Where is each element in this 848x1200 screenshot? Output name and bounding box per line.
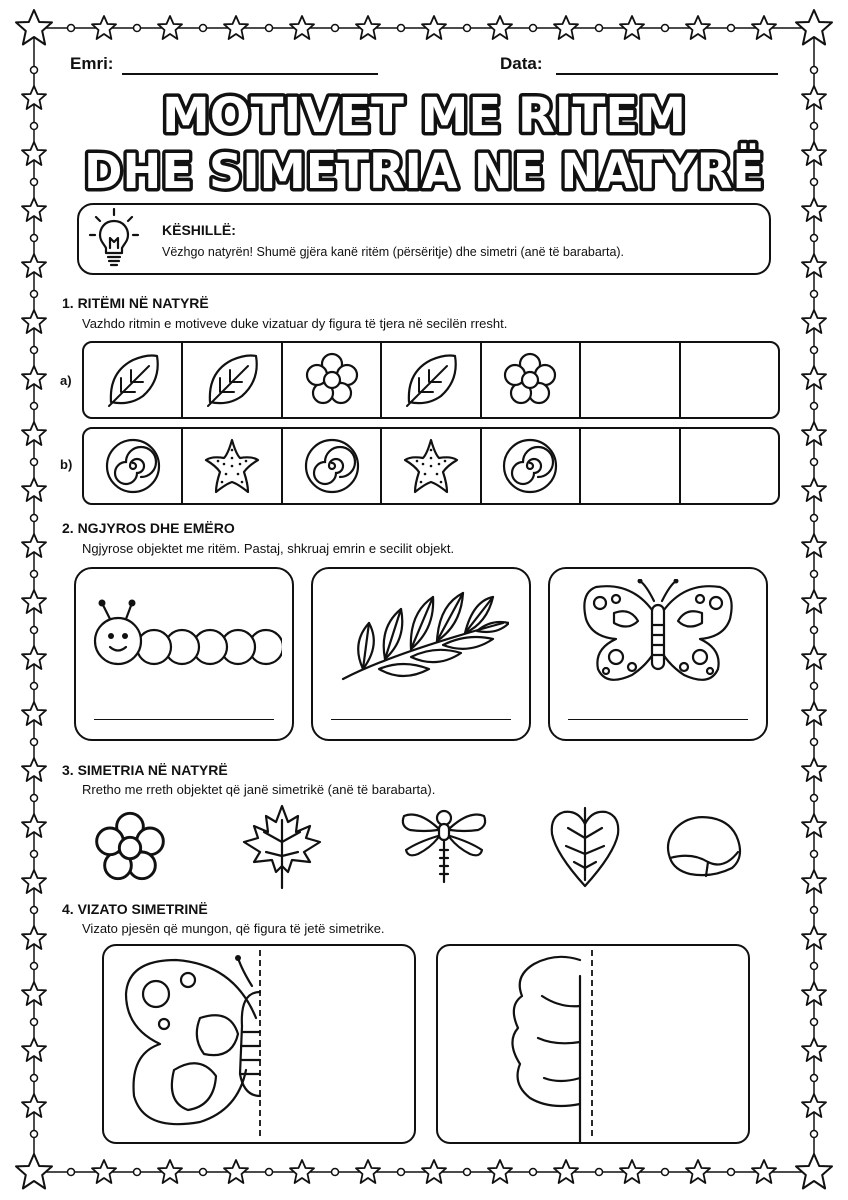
tip-text: Vëzhgo natyrën! Shumë gjëra kanë ritëm (përsëritje) dhe simetri (anë të barabarta). [162, 245, 625, 259]
border-dot [31, 67, 38, 74]
pattern-cell [283, 343, 382, 417]
border-star-icon [554, 1160, 578, 1183]
border-star-icon [224, 1160, 248, 1183]
border-dot [31, 1075, 38, 1082]
border-star-icon [422, 1160, 446, 1183]
border-dot [811, 571, 818, 578]
border-star-icon [290, 16, 314, 39]
pattern-row-a [82, 341, 780, 419]
border-dot [31, 1019, 38, 1026]
border-dot [68, 25, 75, 32]
border-dot [200, 1169, 207, 1176]
border-star-icon [620, 16, 644, 39]
border-dot [811, 1075, 818, 1082]
border-star-icon [686, 16, 710, 39]
title-line-2: DHE SIMETRIA NE NATYRË [84, 144, 789, 198]
caterpillar-icon [86, 591, 282, 681]
dragonfly-icon[interactable] [398, 806, 490, 886]
border-dot [398, 25, 405, 32]
heart-leaf-icon[interactable] [548, 806, 622, 890]
starfish-icon [202, 436, 262, 496]
blank-draw-cell[interactable] [681, 343, 778, 417]
flower-icon [302, 350, 362, 410]
border-dot [811, 627, 818, 634]
border-star-icon [422, 16, 446, 39]
border-dot [811, 347, 818, 354]
pattern-cell [283, 429, 382, 503]
border-dot [811, 515, 818, 522]
row-a-label: a) [60, 373, 72, 388]
butterfly-icon [576, 579, 740, 691]
border-dot [31, 347, 38, 354]
border-dot [31, 1131, 38, 1138]
tip-box [77, 203, 771, 275]
border-star-icon [158, 16, 182, 39]
name-label: Emri: [70, 54, 114, 73]
border-dot [811, 683, 818, 690]
name-answer-line[interactable] [568, 719, 748, 720]
border-dot [811, 963, 818, 970]
maple-leaf-icon[interactable] [240, 802, 324, 890]
border-dot [134, 25, 141, 32]
border-dot [811, 795, 818, 802]
border-dot [662, 25, 669, 32]
border-dot [332, 25, 339, 32]
border-dot [332, 1169, 339, 1176]
border-star-icon [356, 1160, 380, 1183]
border-star-icon [752, 16, 776, 39]
rock-icon[interactable] [662, 812, 744, 880]
pattern-cell [183, 343, 282, 417]
date-label: Data: [500, 54, 543, 73]
half-butterfly-card [102, 944, 416, 1144]
border-dot [728, 25, 735, 32]
section3-title: 3. SIMETRIA NË NATYRË [62, 762, 228, 778]
border-dot [31, 963, 38, 970]
snail-shell-icon [103, 436, 163, 496]
fern-branch-icon [333, 583, 509, 687]
snail-shell-icon [302, 436, 362, 496]
pattern-cell [84, 429, 183, 503]
border-dot [31, 515, 38, 522]
border-star-icon [158, 1160, 182, 1183]
border-star-icon [224, 16, 248, 39]
name-answer-line[interactable] [94, 719, 274, 720]
pattern-cell [482, 343, 581, 417]
half-leaf-card [436, 944, 750, 1144]
section1-title: 1. RITËMI NË NATYRË [62, 295, 209, 311]
border-star-icon [554, 16, 578, 39]
half-oak-leaf-icon [438, 946, 748, 1142]
caterpillar-card [74, 567, 294, 741]
border-dot [530, 1169, 537, 1176]
border-dot [530, 25, 537, 32]
border-dot [464, 1169, 471, 1176]
section2-title: 2. NGJYROS DHE EMËRO [62, 520, 235, 536]
section4-instruction: Vizato pjesën që mungon, që figura të jetë simetrike. [82, 921, 385, 936]
border-dot [811, 907, 818, 914]
border-star-icon [290, 1160, 314, 1183]
border-dot [31, 627, 38, 634]
row-b-label: b) [60, 457, 73, 472]
name-answer-line[interactable] [331, 719, 511, 720]
butterfly-card [548, 567, 768, 741]
border-dot [662, 1169, 669, 1176]
section1-instruction: Vazhdo ritmin e motiveve duke vizatuar dy figura të tjera në secilën rresht. [82, 316, 508, 331]
border-dot [266, 25, 273, 32]
border-dot [31, 459, 38, 466]
border-star-icon [752, 1160, 776, 1183]
fern-card [311, 567, 531, 741]
section3-instruction: Rretho me rreth objektet që janë simetrikë (anë të barabarta). [82, 782, 436, 797]
starfish-icon [401, 436, 461, 496]
border-dot [68, 1169, 75, 1176]
border-dot [811, 403, 818, 410]
blank-draw-cell[interactable] [681, 429, 778, 503]
pattern-cell [183, 429, 282, 503]
border-star-icon [16, 1154, 52, 1189]
border-star-icon [92, 16, 116, 39]
lightbulb-icon [88, 205, 140, 271]
border-dot [31, 571, 38, 578]
pattern-cell [84, 343, 183, 417]
section2-instruction: Ngjyrose objektet me ritëm. Pastaj, shkruaj emrin e secilit objekt. [82, 541, 455, 556]
border-dot [266, 1169, 273, 1176]
border-star-icon [356, 16, 380, 39]
section4-title: 4. VIZATO SIMETRINË [62, 901, 208, 917]
border-star-icon [92, 1160, 116, 1183]
border-dot [811, 1019, 818, 1026]
blank-draw-cell[interactable] [581, 429, 680, 503]
leaf-icon [401, 350, 461, 410]
tip-heading: KËSHILLË: [162, 222, 236, 238]
border-dot [811, 291, 818, 298]
border-dot [811, 851, 818, 858]
border-star-icon [620, 1160, 644, 1183]
border-dot [811, 235, 818, 242]
border-dot [31, 291, 38, 298]
border-star-icon [488, 1160, 512, 1183]
page-title [0, 88, 848, 198]
border-dot [31, 739, 38, 746]
pattern-cell [382, 343, 481, 417]
border-dot [728, 1169, 735, 1176]
border-dot [134, 1169, 141, 1176]
date-field[interactable] [556, 73, 778, 75]
border-dot [811, 459, 818, 466]
pattern-row-b [82, 427, 780, 505]
leaf-icon [103, 350, 163, 410]
name-field[interactable] [122, 73, 378, 75]
border-dot [200, 25, 207, 32]
border-dot [811, 1131, 818, 1138]
border-dot [31, 403, 38, 410]
flower-icon [500, 350, 560, 410]
border-dot [464, 25, 471, 32]
title-line-1: MOTIVET ME RITEM [162, 88, 686, 144]
pattern-cell [482, 429, 581, 503]
border-star-icon [686, 1160, 710, 1183]
border-dot [811, 739, 818, 746]
blank-draw-cell[interactable] [581, 343, 680, 417]
border-dot [398, 1169, 405, 1176]
pattern-cell [382, 429, 481, 503]
border-dot [596, 1169, 603, 1176]
border-dot [31, 683, 38, 690]
leaf-icon [202, 350, 262, 410]
border-dot [811, 67, 818, 74]
half-butterfly-icon [104, 946, 414, 1142]
border-dot [31, 795, 38, 802]
border-star-icon [488, 16, 512, 39]
border-dot [31, 851, 38, 858]
border-dot [596, 25, 603, 32]
flower-icon[interactable] [90, 808, 170, 888]
border-dot [31, 907, 38, 914]
snail-shell-icon [500, 436, 560, 496]
border-dot [31, 235, 38, 242]
border-star-icon [796, 1154, 832, 1189]
